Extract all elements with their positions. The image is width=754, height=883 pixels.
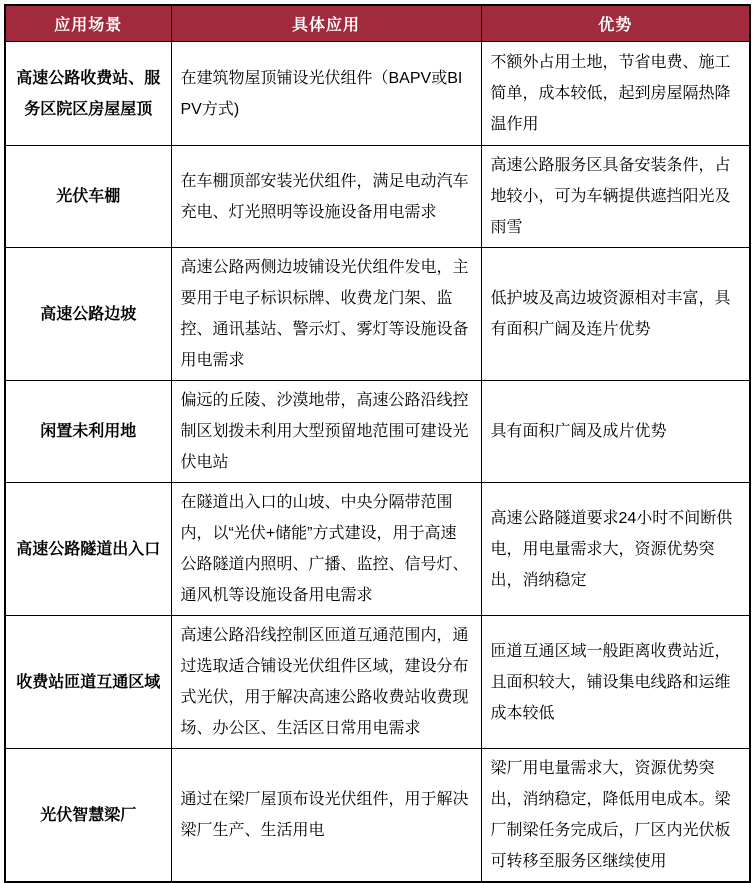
table-row <box>5 616 750 749</box>
table-row <box>5 483 750 616</box>
table-row <box>5 749 750 883</box>
header-cell-advantage: 优势 <box>481 5 750 42</box>
cell-advantage: 匝道互通区域一般距离收费站近，且面积较大，铺设集电线路和运维成本较低 <box>481 616 750 749</box>
table-header-row <box>5 5 750 42</box>
table-row <box>5 146 750 248</box>
cell-application: 偏远的丘陵、沙漠地带，高速公路沿线控制区划拨未利用大型预留地范围可建设光伏电站 <box>171 381 481 483</box>
cell-advantage: 梁厂用电量需求大，资源优势突出，消纳稳定，降低用电成本。梁厂制梁任务完成后，厂区内光伏板可转移至服务区继续使用 <box>481 749 750 883</box>
cell-scenario: 收费站匝道互通区域 <box>5 616 171 749</box>
cell-advantage: 高速公路服务区具备安装条件，占地较小，可为车辆提供遮挡阳光及雨雪 <box>481 146 750 248</box>
cell-scenario: 光伏智慧梁厂 <box>5 749 171 883</box>
table-row <box>5 381 750 483</box>
header-cell-scenario: 应用场景 <box>5 5 171 42</box>
cell-application: 通过在梁厂屋顶布设光伏组件，用于解决梁厂生产、生活用电 <box>171 749 481 883</box>
cell-advantage: 具有面积广阔及成片优势 <box>481 381 750 483</box>
cell-application: 在建筑物屋顶铺设光伏组件（BAPV或BIPV方式) <box>171 42 481 146</box>
cell-scenario: 高速公路收费站、服务区院区房屋屋顶 <box>5 42 171 146</box>
header-cell-application: 具体应用 <box>171 5 481 42</box>
table-body <box>5 42 750 883</box>
cell-advantage: 低护坡及高边坡资源相对丰富，具有面积广阔及连片优势 <box>481 248 750 381</box>
cell-application: 高速公路两侧边坡铺设光伏组件发电，主要用于电子标识标牌、收费龙门架、监控、通讯基站、警示灯、雾灯等设施设备用电需求 <box>171 248 481 381</box>
cell-scenario: 闲置未利用地 <box>5 381 171 483</box>
cell-application: 在车棚顶部安装光伏组件，满足电动汽车充电、灯光照明等设施设备用电需求 <box>171 146 481 248</box>
pv-application-table <box>4 4 751 883</box>
cell-application: 在隧道出入口的山坡、中央分隔带范围内，以“光伏+储能”方式建设，用于高速公路隧道内照明、广播、监控、信号灯、通风机等设施设备用电需求 <box>171 483 481 616</box>
cell-advantage: 不额外占用土地，节省电费、施工简单，成本较低，起到房屋隔热降温作用 <box>481 42 750 146</box>
table-row <box>5 42 750 146</box>
cell-advantage: 高速公路隧道要求24小时不间断供电，用电量需求大，资源优势突出，消纳稳定 <box>481 483 750 616</box>
cell-scenario: 高速公路隧道出入口 <box>5 483 171 616</box>
cell-scenario: 高速公路边坡 <box>5 248 171 381</box>
table-row <box>5 248 750 381</box>
cell-application: 高速公路沿线控制区匝道互通范围内，通过选取适合铺设光伏组件区域，建设分布式光伏，用于解决高速公路收费站收费现场、办公区、生活区日常用电需求 <box>171 616 481 749</box>
cell-scenario: 光伏车棚 <box>5 146 171 248</box>
